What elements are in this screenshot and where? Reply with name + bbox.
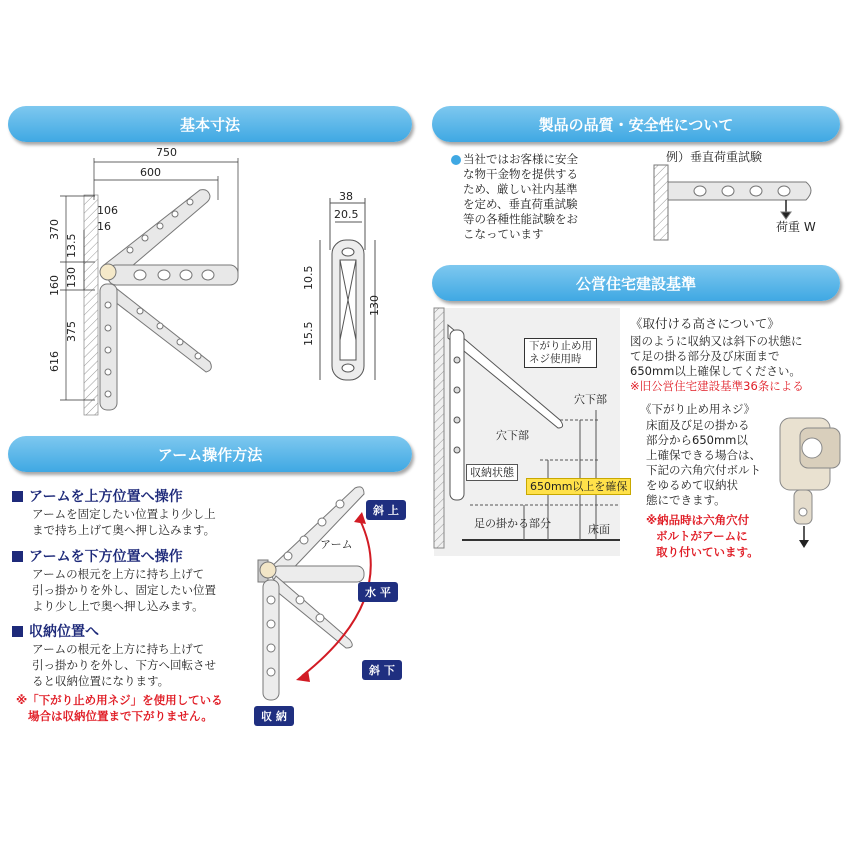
dimension-drawing [60,158,238,415]
dim-10-5: 10.5 [302,265,315,290]
header-public-housing: 公営住宅建設基準 [432,265,840,301]
dim-160: 160 [48,275,61,296]
arm-item-storage [12,621,216,689]
arm-item-line: 引っ掛かりを外し、下方へ回転させ [32,658,216,672]
arm-note-line: 場合は収納位置まで下がりません。 [28,709,213,723]
arm-item-line: 引っ掛かりを外し、固定したい位置 [32,583,216,597]
screw-note-line: ※納品時は六角穴付 [646,513,750,527]
tag-horizontal: 水 平 [358,582,398,602]
screw-title: 《下がり止め用ネジ》 [640,402,756,416]
load-label: 荷重 W [776,220,816,234]
arm-item-line: より少し上で奥へ押し込みます。 [32,599,204,613]
quality-line: な物干金物を提供する [463,167,578,181]
dim-16: 16 [97,220,111,233]
header-arm-operation: アーム操作方法 [8,436,412,472]
dim-15-5: 15.5 [302,321,315,346]
square-icon [12,551,23,562]
label-hole-lower-2: 穴下部 [496,429,529,442]
screw-line: 態にできます。 [646,493,726,507]
screw-text [646,418,761,508]
badge-650mm: 650mm以上を確保 [526,478,631,495]
tag-up: 斜 上 [366,500,406,520]
screw-line: 下記の六角穴付ボルト [646,463,761,477]
screw-line: 部分から650mm以 [646,433,748,447]
header-quality: 製品の品質・安全性について [432,106,840,142]
label-hole-lower-1: 穴下部 [574,393,607,406]
header-dimensions: 基本寸法 [8,106,412,142]
arm-item-line: アームの根元を上方に持ち上げて [32,642,205,656]
dim-750: 750 [156,146,177,159]
label-arm: アーム [320,538,353,551]
bullet-icon [451,155,461,165]
height-title: 《取付ける高さについて》 [630,316,780,331]
dim-375: 375 [65,321,78,342]
arm-item-line: ると収納位置になります。 [32,674,170,688]
load-test-example: 例）垂直荷重試験 [666,150,763,164]
quality-line: を定め、垂直荷重試験 [463,197,578,211]
quality-line: こなっています [463,227,544,241]
height-text [630,334,804,394]
height-line: 図のように収納又は斜下の状態に [630,334,803,348]
height-line: 650mm以上確保してください。 [630,364,801,378]
arm-note-line: ※「下がり止め用ネジ」を使用している [16,693,223,707]
quality-line: 当社ではお客様に安全 [463,152,578,166]
screw-note [646,512,759,560]
dim-20-5: 20.5 [334,208,359,221]
label-storage-state: 収納状態 [466,464,518,481]
arm-horizontal-dim [108,265,238,285]
arm-item-title: アームを下方位置へ操作 [12,546,216,566]
screw-note-line: 取り付いています。 [656,545,759,559]
quality-text [463,152,578,242]
screw-box-line: ネジ使用時 [529,353,582,365]
arm-storage-dim [100,284,117,410]
tag-down: 斜 下 [362,660,402,680]
screw-box-line: 下がり止め用 [529,340,592,352]
square-icon [12,491,23,502]
screw-closeup-illustration [780,418,840,548]
height-note: ※旧公営住宅建設基準36条による [630,379,804,393]
screw-usage-box [524,338,597,368]
arm-note [16,692,223,724]
arm-item-title: アームを上方位置へ操作 [12,486,216,506]
quality-line: 等の各種性能試験をお [463,212,578,226]
arm-item-up [12,486,216,538]
label-foot-area: 足の掛かる部分 [474,517,551,530]
dim-13-5: 13.5 [65,233,78,258]
arm-item-title: 収納位置へ [12,621,216,641]
dim-106: 106 [97,204,118,217]
dim-38: 38 [339,190,353,203]
screw-line: 床面及び足の掛かる [646,418,750,432]
dim-130: 130 [65,267,78,288]
screw-line: をゆるめて収納状 [646,478,738,492]
height-line: て足の掛る部分及び床面まで [630,349,780,363]
dim-130-side: 130 [368,295,381,316]
arm-item-line: まで持ち上げて奥へ押し込みます。 [32,523,216,537]
arm-item-line: アームの根元を上方に持ち上げて [32,567,205,581]
arm-lower-dim [106,285,211,372]
screw-line: 上確保できる場合は、 [646,448,761,462]
label-floor: 床面 [588,523,610,536]
arm-item-line: アームを固定したい位置より少し上 [32,507,216,521]
square-icon [12,626,23,637]
side-profile [320,198,375,380]
screw-note-line: ボルトがアームに [656,529,748,543]
arm-item-down [12,546,216,614]
tag-storage: 収 納 [254,706,294,726]
quality-line: ため、厳しい社内基準 [463,182,578,196]
dim-600: 600 [140,166,161,179]
dim-370: 370 [48,219,61,240]
arm-operation-illustration [258,487,371,700]
dim-616: 616 [48,351,61,372]
